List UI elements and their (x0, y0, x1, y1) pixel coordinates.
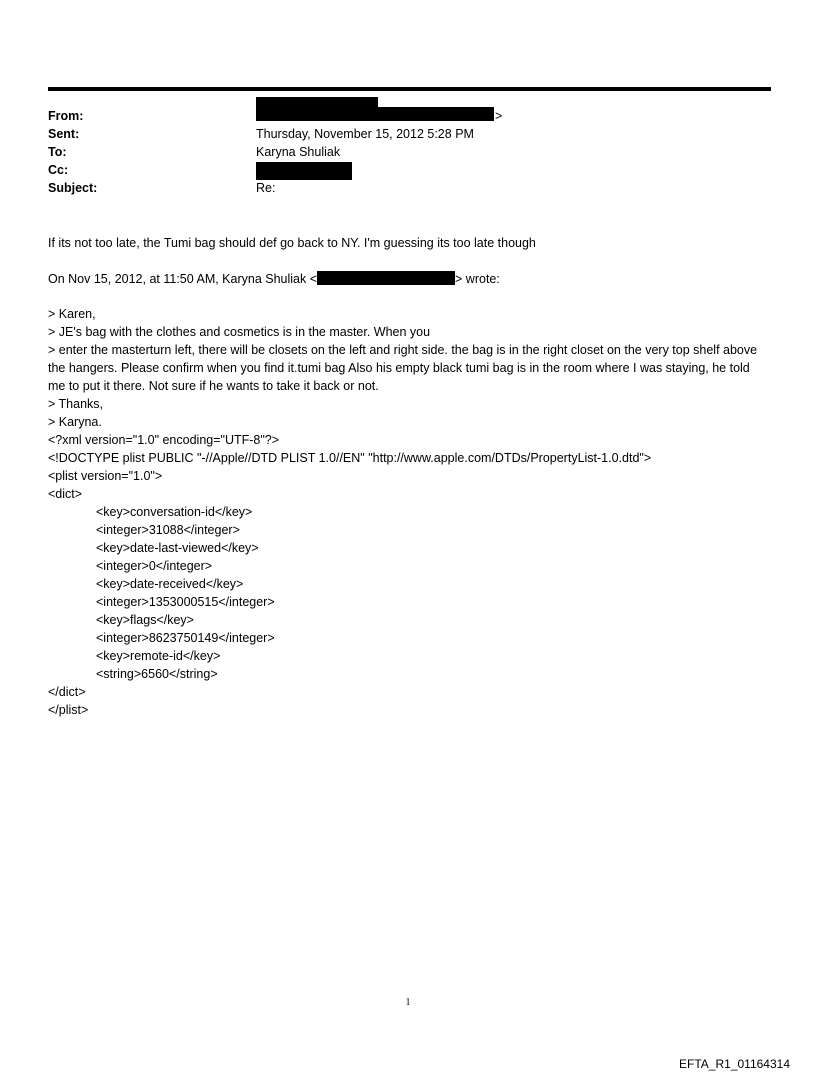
plist-entry: <integer>1353000515</integer> (96, 595, 275, 609)
to-value: Karyna Shuliak (256, 145, 341, 159)
document-id: EFTA_R1_01164314 (679, 1057, 790, 1071)
plist-entry: <integer>31088</integer> (96, 523, 240, 537)
plist-entry: <key>date-last-viewed</key> (96, 541, 259, 555)
plist-line: </dict> (48, 685, 86, 699)
quoted-line: > Karyna. (48, 415, 102, 429)
cc-label: Cc: (48, 163, 69, 177)
sent-label: Sent: (48, 127, 80, 141)
plist-line: <?xml version="1.0" encoding="UTF-8"?> (48, 433, 280, 447)
subject-value: Re: (256, 181, 276, 195)
plist-entry: <integer>8623750149</integer> (96, 631, 275, 645)
plist-entry: <integer>0</integer> (96, 559, 213, 573)
from-suffix: > (495, 109, 503, 123)
message-body (48, 305, 768, 719)
redaction-quote-email (317, 271, 455, 285)
plist-entry: <key>conversation-id</key> (96, 505, 253, 519)
quoted-line: > JE's bag with the clothes and cosmetics is in the master. When you (48, 325, 431, 339)
plist-entry: <key>remote-id</key> (96, 649, 221, 663)
plist-entry: <key>flags</key> (96, 613, 194, 627)
quoted-line: > Karen, (48, 307, 96, 321)
page-number: 1 (405, 997, 411, 1008)
plist-line: </plist> (48, 703, 89, 717)
redaction-cc (256, 162, 352, 180)
quoted-line: > enter the masterturn left, there will be closets on the left and right side. the bag is in the right closet on the very top shelf above the hangers. Please confirm when you find it.tumi bag Also his empty black tumi bag is in the room where I was staying, he told me to put it there. Not sure if he wants to take it back or not. (48, 343, 761, 393)
quoted-line: > Thanks, (48, 397, 104, 411)
to-label: To: (48, 145, 67, 159)
plist-entry: <key>date-received</key> (96, 577, 244, 591)
quote-intro: On Nov 15, 2012, at 11:50 AM, Karyna Shuliak < > wrote: (48, 272, 500, 286)
subject-label: Subject: (48, 181, 98, 195)
plist-line: <dict> (48, 487, 83, 501)
from-label: From: (48, 109, 84, 123)
plist-line: <plist version="1.0"> (48, 469, 163, 483)
plist-line: <!DOCTYPE plist PUBLIC "-//Apple//DTD PLIST 1.0//EN" "http://www.apple.com/DTDs/PropertyList-1.0.dtd"> (48, 451, 652, 465)
message-first-line: If its not too late, the Tumi bag should def go back to NY. I'm guessing its too late though (48, 236, 536, 250)
plist-entry: <string>6560</string> (96, 667, 218, 681)
header-rule (48, 87, 771, 91)
redaction-from-email (256, 107, 494, 121)
sent-value: Thursday, November 15, 2012 5:28 PM (256, 127, 474, 141)
